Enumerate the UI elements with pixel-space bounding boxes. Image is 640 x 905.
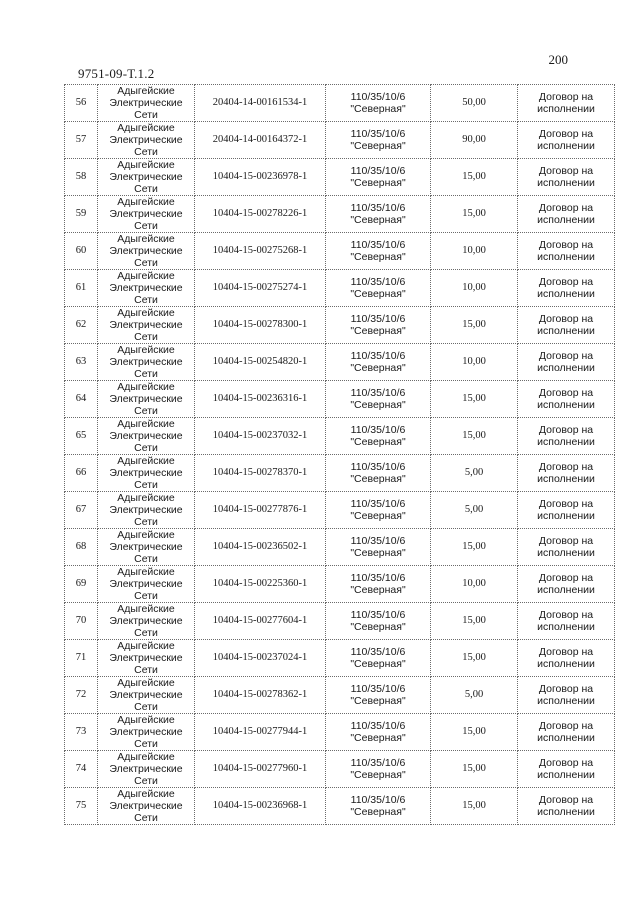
substation-cell-line: 110/35/10/6 [350,720,406,732]
organization-cell [98,640,195,677]
status-cell-line: Договор на [538,646,594,658]
substation-cell-line: 110/35/10/6 [350,239,406,251]
row-number-cell: 70 [65,603,98,640]
substation-cell-line: 110/35/10/6 [350,387,406,399]
power-cell: 15,00 [431,381,518,418]
substation-cell-line: 110/35/10/6 [350,646,406,658]
application-id-cell: 10404-15-00225360-1 [195,566,326,603]
status-cell-line: исполнении [537,732,595,744]
row-number-cell: 68 [65,529,98,566]
organization-cell-line: Электрические [109,171,183,183]
table-row [65,603,615,640]
row-number-cell: 63 [65,344,98,381]
status-cell-line: Договор на [538,313,594,325]
organization-cell-line: Адыгейские [117,492,175,504]
application-id-cell: 20404-14-00164372-1 [195,122,326,159]
status-cell [518,233,615,270]
organization-cell [98,603,195,640]
organization-cell-line: Электрические [109,541,183,553]
organization-cell [98,233,195,270]
organization-cell-line: Адыгейские [117,159,175,171]
table-row [65,344,615,381]
status-cell [518,492,615,529]
substation-cell-line: "Северная" [350,251,406,263]
substation-cell [326,677,431,714]
status-cell-line: Договор на [538,535,594,547]
status-cell-line: Договор на [538,461,594,473]
organization-cell-line: Сети [134,664,158,676]
organization-cell-line: Адыгейские [117,307,175,319]
power-cell: 15,00 [431,788,518,825]
substation-cell-line: 110/35/10/6 [350,609,406,621]
organization-cell [98,381,195,418]
organization-cell-line: Сети [134,442,158,454]
organization-cell-line: Сети [134,590,158,602]
substation-cell-line: "Северная" [350,177,406,189]
organization-cell-line: Адыгейские [117,85,175,97]
status-cell-line: исполнении [537,658,595,670]
power-cell: 5,00 [431,455,518,492]
table-row [65,307,615,344]
substation-cell-line: 110/35/10/6 [350,91,406,103]
table-row [65,233,615,270]
row-number-cell: 59 [65,196,98,233]
organization-cell [98,344,195,381]
status-cell-line: исполнении [537,695,595,707]
substation-cell [326,196,431,233]
status-cell [518,196,615,233]
status-cell-line: исполнении [537,399,595,411]
substation-cell-line: "Северная" [350,547,406,559]
power-cell: 90,00 [431,122,518,159]
application-id-cell: 10404-15-00277604-1 [195,603,326,640]
application-id-cell: 10404-15-00254820-1 [195,344,326,381]
power-cell: 15,00 [431,418,518,455]
status-cell [518,85,615,122]
application-id-cell: 10404-15-00237032-1 [195,418,326,455]
application-id-cell: 20404-14-00161534-1 [195,85,326,122]
status-cell-line: исполнении [537,214,595,226]
organization-cell [98,566,195,603]
status-cell-line: исполнении [537,547,595,559]
organization-cell-line: Сети [134,516,158,528]
table-row [65,492,615,529]
substation-cell [326,85,431,122]
power-cell: 5,00 [431,492,518,529]
row-number-cell: 73 [65,714,98,751]
application-id-cell: 10404-15-00236978-1 [195,159,326,196]
organization-cell-line: Электрические [109,726,183,738]
organization-cell [98,788,195,825]
substation-cell [326,122,431,159]
status-cell-line: Договор на [538,387,594,399]
document-code: 9751-09-Т.1.2 [78,66,155,81]
organization-cell-line: Электрические [109,800,183,812]
table-row [65,714,615,751]
power-cell: 15,00 [431,529,518,566]
substation-cell [326,270,431,307]
status-cell [518,714,615,751]
status-cell-line: исполнении [537,436,595,448]
status-cell [518,418,615,455]
organization-cell-line: Адыгейские [117,233,175,245]
application-id-cell: 10404-15-00236316-1 [195,381,326,418]
substation-cell [326,344,431,381]
status-cell-line: исполнении [537,510,595,522]
row-number-cell: 72 [65,677,98,714]
organization-cell-line: Электрические [109,356,183,368]
status-cell-line: Договор на [538,165,594,177]
substation-cell-line: 110/35/10/6 [350,683,406,695]
application-id-cell: 10404-15-00277960-1 [195,751,326,788]
power-cell: 15,00 [431,307,518,344]
status-cell [518,529,615,566]
status-cell-line: исполнении [537,251,595,263]
substation-cell-line: 110/35/10/6 [350,276,406,288]
substation-cell-line: "Северная" [350,806,406,818]
row-number-cell: 58 [65,159,98,196]
application-id-cell: 10404-15-00278362-1 [195,677,326,714]
status-cell [518,751,615,788]
status-cell [518,381,615,418]
power-cell: 15,00 [431,640,518,677]
application-id-cell: 10404-15-00275274-1 [195,270,326,307]
status-cell-line: Договор на [538,128,594,140]
table-row [65,751,615,788]
organization-cell [98,529,195,566]
organization-cell-line: Электрические [109,578,183,590]
organization-cell-line: Сети [134,627,158,639]
substation-cell-line: "Северная" [350,214,406,226]
page-number: 200 [548,52,568,67]
substation-cell [326,529,431,566]
table-row [65,381,615,418]
organization-cell-line: Адыгейские [117,566,175,578]
power-cell: 10,00 [431,233,518,270]
organization-cell-line: Сети [134,257,158,269]
organization-cell [98,307,195,344]
status-cell-line: Договор на [538,239,594,251]
substation-cell-line: "Северная" [350,658,406,670]
table-row [65,677,615,714]
status-cell-line: исполнении [537,806,595,818]
power-cell: 15,00 [431,751,518,788]
table-row [65,640,615,677]
row-number-cell: 69 [65,566,98,603]
organization-cell-line: Сети [134,405,158,417]
status-cell-line: исполнении [537,473,595,485]
status-cell-line: исполнении [537,288,595,300]
table-row [65,85,615,122]
organization-cell-line: Адыгейские [117,418,175,430]
status-cell-line: исполнении [537,584,595,596]
organization-cell-line: Адыгейские [117,603,175,615]
table-row [65,529,615,566]
substation-cell-line: 110/35/10/6 [350,165,406,177]
organization-cell-line: Электрические [109,652,183,664]
application-id-cell: 10404-15-00237024-1 [195,640,326,677]
organization-cell-line: Адыгейские [117,455,175,467]
substation-cell-line: 110/35/10/6 [350,313,406,325]
application-id-cell: 10404-15-00277876-1 [195,492,326,529]
power-cell: 10,00 [431,270,518,307]
organization-cell-line: Электрические [109,319,183,331]
power-cell: 15,00 [431,714,518,751]
power-cell: 15,00 [431,159,518,196]
power-cell: 5,00 [431,677,518,714]
organization-cell-line: Электрические [109,689,183,701]
substation-cell [326,381,431,418]
organization-cell-line: Сети [134,479,158,491]
table-row [65,196,615,233]
organization-cell-line: Сети [134,738,158,750]
power-cell: 10,00 [431,344,518,381]
application-id-cell: 10404-15-00275268-1 [195,233,326,270]
substation-cell [326,492,431,529]
row-number-cell: 56 [65,85,98,122]
status-cell [518,455,615,492]
table-row [65,566,615,603]
organization-cell-line: Адыгейские [117,344,175,356]
table-row [65,159,615,196]
organization-cell-line: Сети [134,146,158,158]
organization-cell [98,751,195,788]
application-id-cell: 10404-15-00236502-1 [195,529,326,566]
organization-cell [98,677,195,714]
row-number-cell: 57 [65,122,98,159]
organization-cell-line: Электрические [109,245,183,257]
substation-cell-line: "Северная" [350,436,406,448]
substation-cell [326,455,431,492]
status-cell [518,677,615,714]
substation-cell-line: 110/35/10/6 [350,350,406,362]
substation-cell-line: "Северная" [350,103,406,115]
organization-cell-line: Адыгейские [117,270,175,282]
organization-cell-line: Электрические [109,763,183,775]
organization-cell-line: Адыгейские [117,714,175,726]
substation-cell-line: "Северная" [350,510,406,522]
organization-cell-line: Адыгейские [117,122,175,134]
organization-cell-line: Сети [134,331,158,343]
row-number-cell: 74 [65,751,98,788]
substation-cell [326,788,431,825]
substation-cell [326,418,431,455]
organization-cell-line: Сети [134,183,158,195]
substation-cell-line: 110/35/10/6 [350,461,406,473]
organization-cell-line: Адыгейские [117,381,175,393]
substation-cell [326,751,431,788]
application-id-cell: 10404-15-00236968-1 [195,788,326,825]
organization-cell-line: Электрические [109,282,183,294]
organization-cell-line: Сети [134,812,158,824]
table-row [65,122,615,159]
status-cell [518,122,615,159]
substation-cell [326,233,431,270]
substation-cell-line: "Северная" [350,695,406,707]
substation-cell [326,307,431,344]
organization-cell [98,492,195,529]
substation-cell-line: 110/35/10/6 [350,757,406,769]
table-row [65,455,615,492]
organization-cell [98,418,195,455]
substation-cell-line: "Северная" [350,288,406,300]
organization-cell [98,122,195,159]
status-cell-line: исполнении [537,769,595,781]
substation-cell-line: 110/35/10/6 [350,128,406,140]
application-id-cell: 10404-15-00278370-1 [195,455,326,492]
status-cell-line: Договор на [538,794,594,806]
status-cell-line: исполнении [537,177,595,189]
status-cell [518,566,615,603]
status-cell [518,603,615,640]
power-cell: 50,00 [431,85,518,122]
status-cell-line: Договор на [538,350,594,362]
row-number-cell: 65 [65,418,98,455]
organization-cell-line: Адыгейские [117,751,175,763]
substation-cell-line: "Северная" [350,621,406,633]
registry-table [64,84,615,825]
organization-cell-line: Адыгейские [117,529,175,541]
organization-cell-line: Электрические [109,430,183,442]
status-cell-line: Договор на [538,572,594,584]
organization-cell [98,714,195,751]
substation-cell [326,603,431,640]
substation-cell-line: 110/35/10/6 [350,498,406,510]
organization-cell-line: Электрические [109,134,183,146]
organization-cell-line: Адыгейские [117,196,175,208]
table-row [65,788,615,825]
substation-cell-line: "Северная" [350,399,406,411]
organization-cell-line: Адыгейские [117,788,175,800]
status-cell [518,788,615,825]
row-number-cell: 64 [65,381,98,418]
status-cell-line: Договор на [538,720,594,732]
organization-cell-line: Сети [134,553,158,565]
substation-cell [326,640,431,677]
substation-cell-line: "Северная" [350,362,406,374]
status-cell-line: Договор на [538,424,594,436]
substation-cell-line: "Северная" [350,473,406,485]
row-number-cell: 75 [65,788,98,825]
organization-cell-line: Электрические [109,393,183,405]
status-cell-line: Договор на [538,91,594,103]
substation-cell [326,714,431,751]
organization-cell [98,159,195,196]
organization-cell-line: Электрические [109,208,183,220]
substation-cell-line: 110/35/10/6 [350,424,406,436]
row-number-cell: 61 [65,270,98,307]
status-cell [518,640,615,677]
organization-cell [98,196,195,233]
status-cell-line: Договор на [538,276,594,288]
substation-cell-line: 110/35/10/6 [350,572,406,584]
status-cell [518,344,615,381]
status-cell [518,159,615,196]
substation-cell-line: "Северная" [350,584,406,596]
substation-cell-line: "Северная" [350,732,406,744]
power-cell: 10,00 [431,566,518,603]
organization-cell-line: Сети [134,294,158,306]
status-cell-line: Договор на [538,202,594,214]
status-cell-line: Договор на [538,683,594,695]
row-number-cell: 71 [65,640,98,677]
application-id-cell: 10404-15-00278226-1 [195,196,326,233]
row-number-cell: 67 [65,492,98,529]
organization-cell [98,270,195,307]
organization-cell-line: Сети [134,109,158,121]
status-cell-line: исполнении [537,621,595,633]
substation-cell-line: 110/35/10/6 [350,535,406,547]
status-cell-line: исполнении [537,103,595,115]
row-number-cell: 62 [65,307,98,344]
status-cell-line: исполнении [537,140,595,152]
row-number-cell: 66 [65,455,98,492]
organization-cell-line: Сети [134,701,158,713]
organization-cell [98,85,195,122]
status-cell-line: Договор на [538,498,594,510]
row-number-cell: 60 [65,233,98,270]
substation-cell-line: 110/35/10/6 [350,202,406,214]
organization-cell-line: Сети [134,775,158,787]
status-cell-line: исполнении [537,325,595,337]
organization-cell-line: Электрические [109,504,183,516]
organization-cell-line: Электрические [109,97,183,109]
table-row [65,270,615,307]
substation-cell-line: "Северная" [350,140,406,152]
organization-cell-line: Электрические [109,615,183,627]
substation-cell-line: "Северная" [350,325,406,337]
power-cell: 15,00 [431,603,518,640]
organization-cell-line: Сети [134,220,158,232]
organization-cell [98,455,195,492]
status-cell-line: исполнении [537,362,595,374]
substation-cell-line: 110/35/10/6 [350,794,406,806]
status-cell [518,307,615,344]
status-cell-line: Договор на [538,609,594,621]
application-id-cell: 10404-15-00277944-1 [195,714,326,751]
substation-cell [326,159,431,196]
status-cell-line: Договор на [538,757,594,769]
application-id-cell: 10404-15-00278300-1 [195,307,326,344]
table-row [65,418,615,455]
power-cell: 15,00 [431,196,518,233]
organization-cell-line: Электрические [109,467,183,479]
substation-cell [326,566,431,603]
organization-cell-line: Адыгейские [117,640,175,652]
status-cell [518,270,615,307]
registry-table-body [65,85,615,825]
organization-cell-line: Адыгейские [117,677,175,689]
substation-cell-line: "Северная" [350,769,406,781]
organization-cell-line: Сети [134,368,158,380]
